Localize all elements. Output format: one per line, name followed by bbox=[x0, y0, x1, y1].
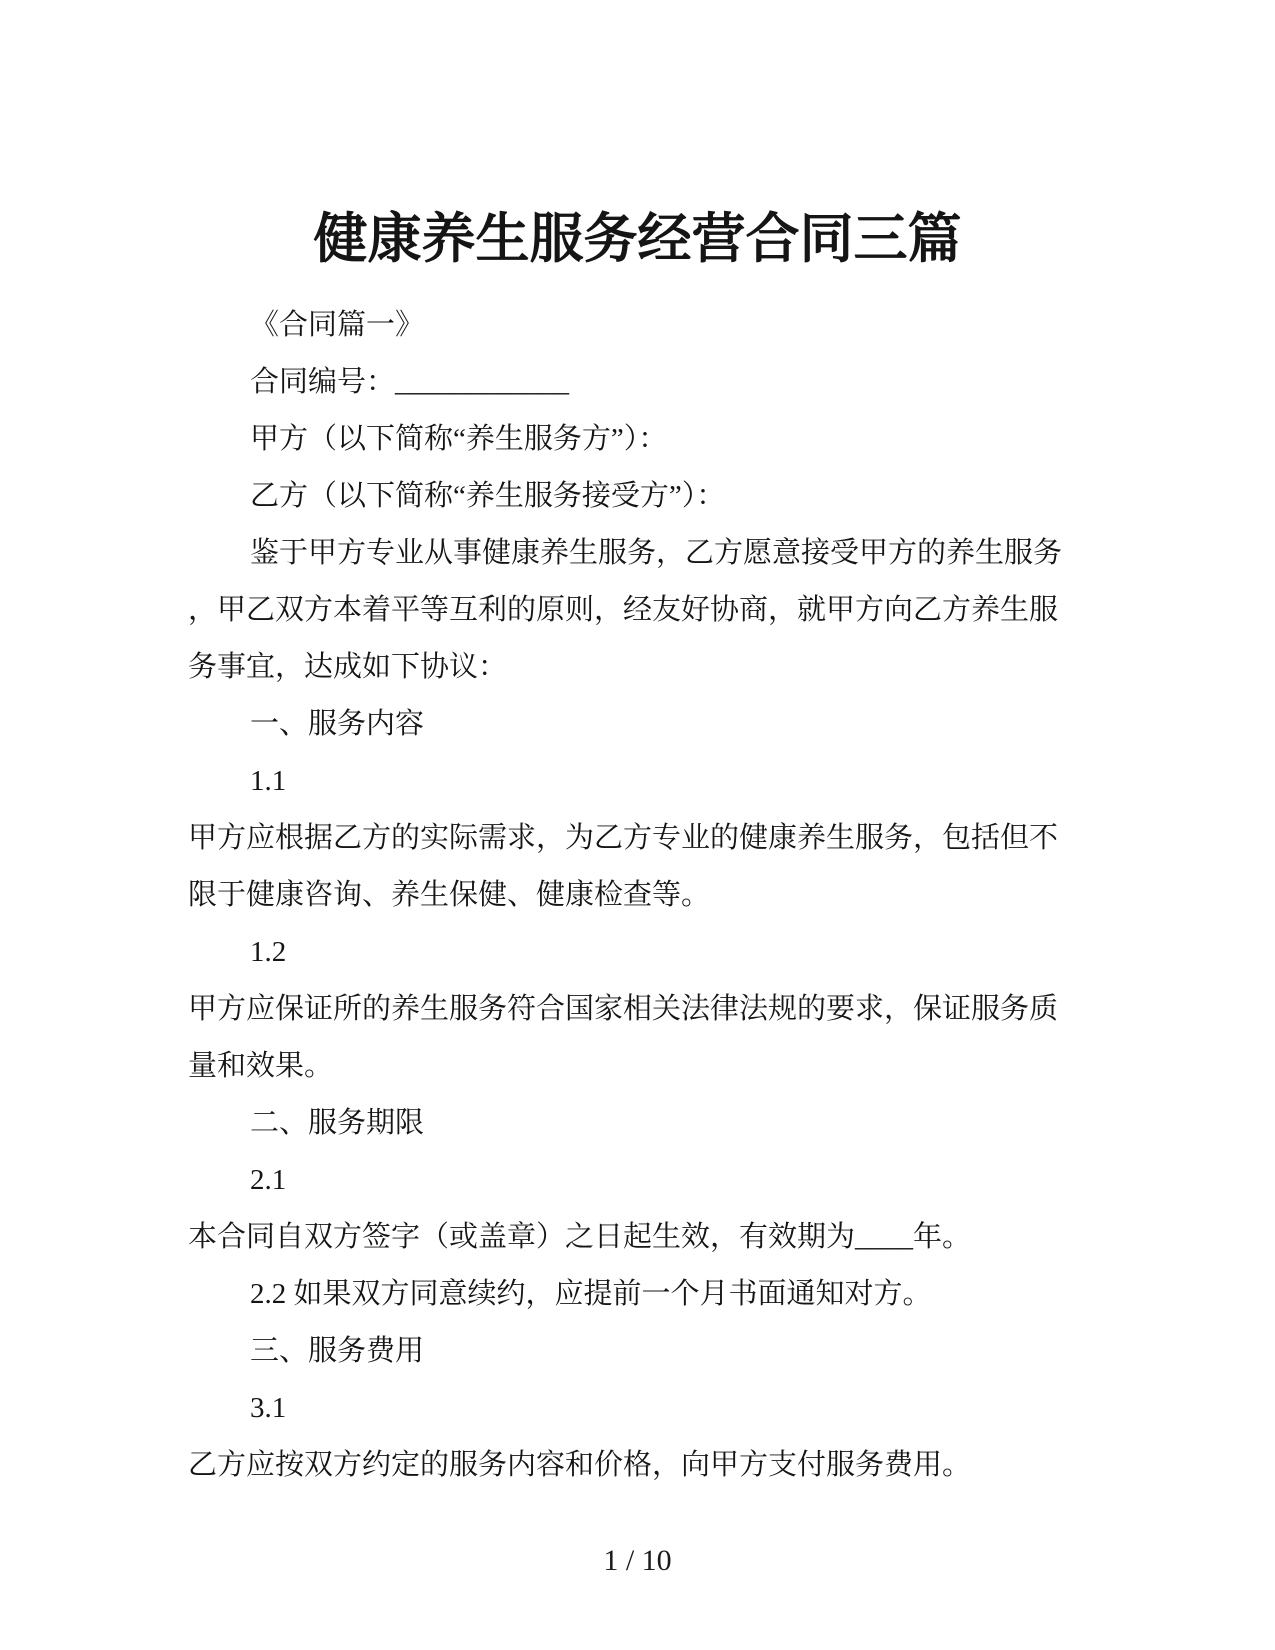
clause-1-1-number: 1.1 bbox=[250, 765, 287, 797]
party-b: 乙方（以下简称“养生服务接受方”）： bbox=[250, 480, 726, 512]
page-number: 1 / 10 bbox=[603, 1544, 672, 1577]
clause-3-1-number: 3.1 bbox=[250, 1392, 287, 1424]
section-2-heading: 二、服务期限 bbox=[250, 1107, 425, 1139]
document-title: 健康养生服务经营合同三篇 bbox=[313, 209, 962, 270]
contract-number: 合同编号：____________ bbox=[250, 366, 570, 398]
preamble-line-3: 务事宜，达成如下协议： bbox=[188, 651, 508, 683]
clause-3-1-body: 乙方应按双方约定的服务内容和价格，向甲方支付服务费用。 bbox=[188, 1449, 972, 1481]
clause-2-1-number: 2.1 bbox=[250, 1164, 287, 1196]
clause-1-1-body-line-2: 限于健康咨询、养生保健、健康检查等。 bbox=[188, 879, 711, 911]
clause-1-2-body-line-1: 甲方应保证所的养生服务符合国家相关法律法规的要求，保证服务质 bbox=[188, 993, 1059, 1025]
clause-1-1-body-line-1: 甲方应根据乙方的实际需求，为乙方专业的健康养生服务，包括但不 bbox=[188, 822, 1059, 854]
clause-2-1-body: 本合同自双方签字（或盖章）之日起生效，有效期为____年。 bbox=[188, 1221, 972, 1253]
section-1-heading: 一、服务内容 bbox=[250, 708, 425, 740]
document-body bbox=[188, 297, 1063, 1494]
section-3-heading: 三、服务费用 bbox=[250, 1335, 425, 1367]
clause-2-2: 2.2 如果双方同意续约，应提前一个月书面通知对方。 bbox=[250, 1278, 932, 1310]
preamble-line-1: 鉴于甲方专业从事健康养生服务，乙方愿意接受甲方的养生服务 bbox=[250, 537, 1063, 569]
preamble-line-2: ，甲乙双方本着平等互利的原则，经友好协商，就甲方向乙方养生服 bbox=[188, 594, 1059, 626]
clause-1-2-number: 1.2 bbox=[250, 936, 287, 968]
clause-1-2-body-line-2: 量和效果。 bbox=[188, 1050, 334, 1082]
party-a: 甲方（以下简称“养生服务方”）： bbox=[250, 423, 668, 455]
part-one-label: 《合同篇一》 bbox=[250, 309, 425, 341]
